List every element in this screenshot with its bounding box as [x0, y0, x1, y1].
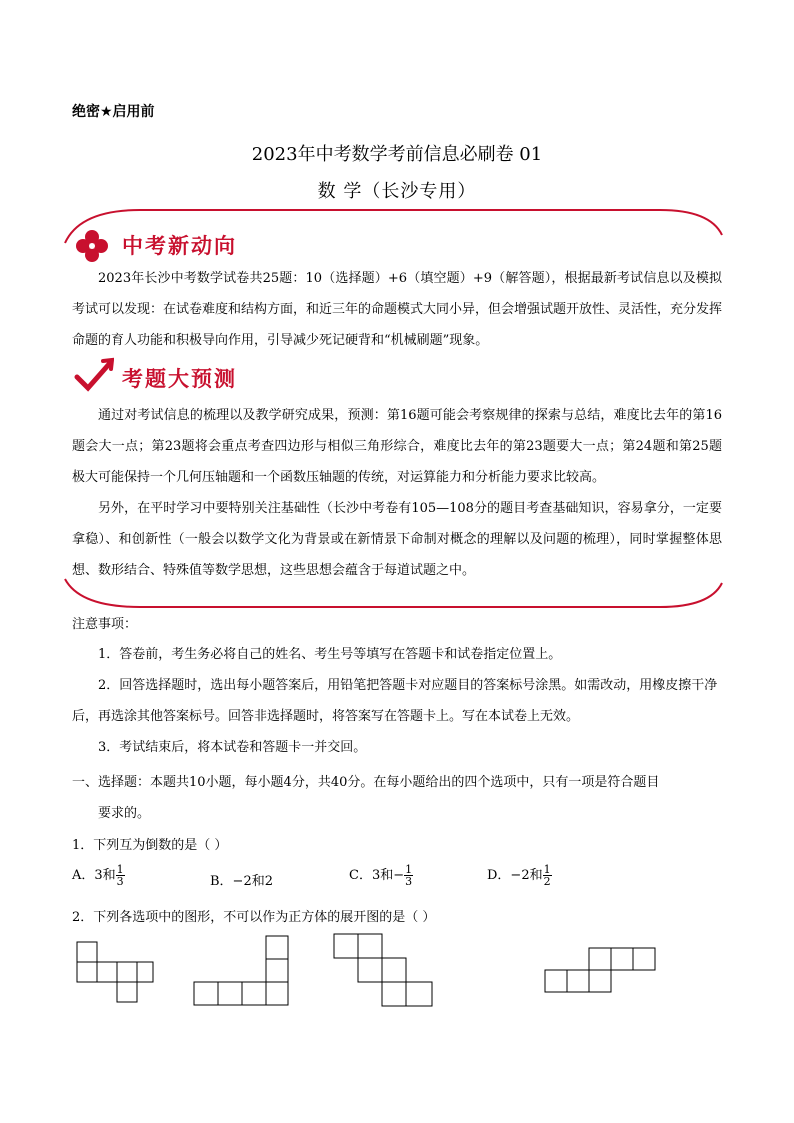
- secret-label: 绝密★启用前: [72, 104, 155, 120]
- fraction-den: 2: [543, 875, 551, 888]
- q1-option-a-label: A．3和: [72, 868, 116, 883]
- clover-icon: [74, 229, 110, 263]
- cube-net-figure-c: [332, 932, 436, 1010]
- note-item: 1．答卷前，考生务必将自己的姓名、考生号等填写在答题卡和试卷指定位置上。: [98, 647, 562, 662]
- fraction-den: 3: [116, 875, 124, 888]
- notes-title: 注意事项：: [72, 617, 138, 632]
- fraction-num: 1: [405, 863, 413, 876]
- forecast-heading: 考题大预测: [122, 367, 237, 391]
- fraction: [543, 864, 552, 887]
- trend-heading: 中考新动向: [122, 234, 237, 258]
- check-arrow-icon: [74, 357, 114, 393]
- q1-stem: 1．下列互为倒数的是（ ）: [72, 838, 228, 853]
- cube-net-figure-d: [543, 946, 657, 996]
- forecast-text-2: 另外，在平时学习中要特别关注基础性（长沙中考卷有105—108分的题目考查基础知识，容易拿分，一定要拿稳）、和创新性（一般会以数学文化为背景或在新情景下命制对概念的理解以及问题的梳理），同时掌握整体思想、数形结合、特殊值等数学思想，这些思想会蕴含于每道试题之中。: [72, 501, 722, 578]
- fraction-num: 1: [116, 863, 124, 876]
- fraction: [116, 864, 125, 887]
- q1-option-c: [349, 864, 413, 887]
- q1-option-c-label: C．3和−: [349, 868, 405, 883]
- q1-option-a: [72, 864, 125, 887]
- fraction-den: 3: [405, 875, 413, 888]
- notes-list: [72, 639, 722, 763]
- paper-subtitle: 数 学（长沙专用）: [317, 181, 477, 202]
- cube-net-figure-a: [75, 940, 155, 1006]
- section1-line1: 一、选择题：本题共10小题，每小题4分，共40分。在每小题给出的四个选项中，只有一项是符合题目: [72, 775, 660, 790]
- q2-stem: 2．下列各选项中的图形，不可以作为正方体的展开图的是（ ）: [72, 910, 436, 925]
- trend-text-block: [72, 263, 722, 356]
- fraction-num: 1: [543, 863, 551, 876]
- forecast-text-1: 通过对考试信息的梳理以及教学研究成果，预测：第16题可能会考察规律的探索与总结，难度比去年的第16题会大一点；第23题将会重点考查四边形与相似三角形综合，难度比去年的第23题要大一点；第24题和第25题极大可能保持一个几何压轴题和一个函数压轴题的传统，对运算能力和分析能力要求比较高。: [72, 408, 722, 485]
- cube-net-figure-b: [192, 934, 292, 1008]
- note-item: 2．回答选择题时，选出每小题答案后，用铅笔把答题卡对应题目的答案标号涂黑。如需改动，用橡皮擦干净后，再选涂其他答案标号。回答非选择题时，将答案写在答题卡上。写在本试卷上无效。: [72, 678, 718, 724]
- q1-option-d-label: D．−2和: [487, 868, 543, 883]
- trend-text: 2023年长沙中考数学试卷共25题：10（选择题）+6（填空题）+9（解答题），根据最新考试信息以及模拟考试可以发现：在试卷难度和结构方面，和近三年的命题模式大同小异，但会增强试题开放性、灵活性，充分发挥命题的育人功能和积极导向作用，引导减少死记硬背和“机械刷题”现象。: [72, 271, 723, 348]
- paper-title: 2023年中考数学考前信息必刷卷 01: [251, 144, 543, 165]
- q1-option-d: [487, 864, 552, 887]
- forecast-text-block: [72, 400, 722, 586]
- section1-line2: 要求的。: [98, 806, 151, 821]
- q1-option-b: B．−2和2: [210, 874, 273, 889]
- note-item: 3．考试结束后，将本试卷和答题卡一并交回。: [98, 740, 367, 755]
- fraction: [404, 864, 413, 887]
